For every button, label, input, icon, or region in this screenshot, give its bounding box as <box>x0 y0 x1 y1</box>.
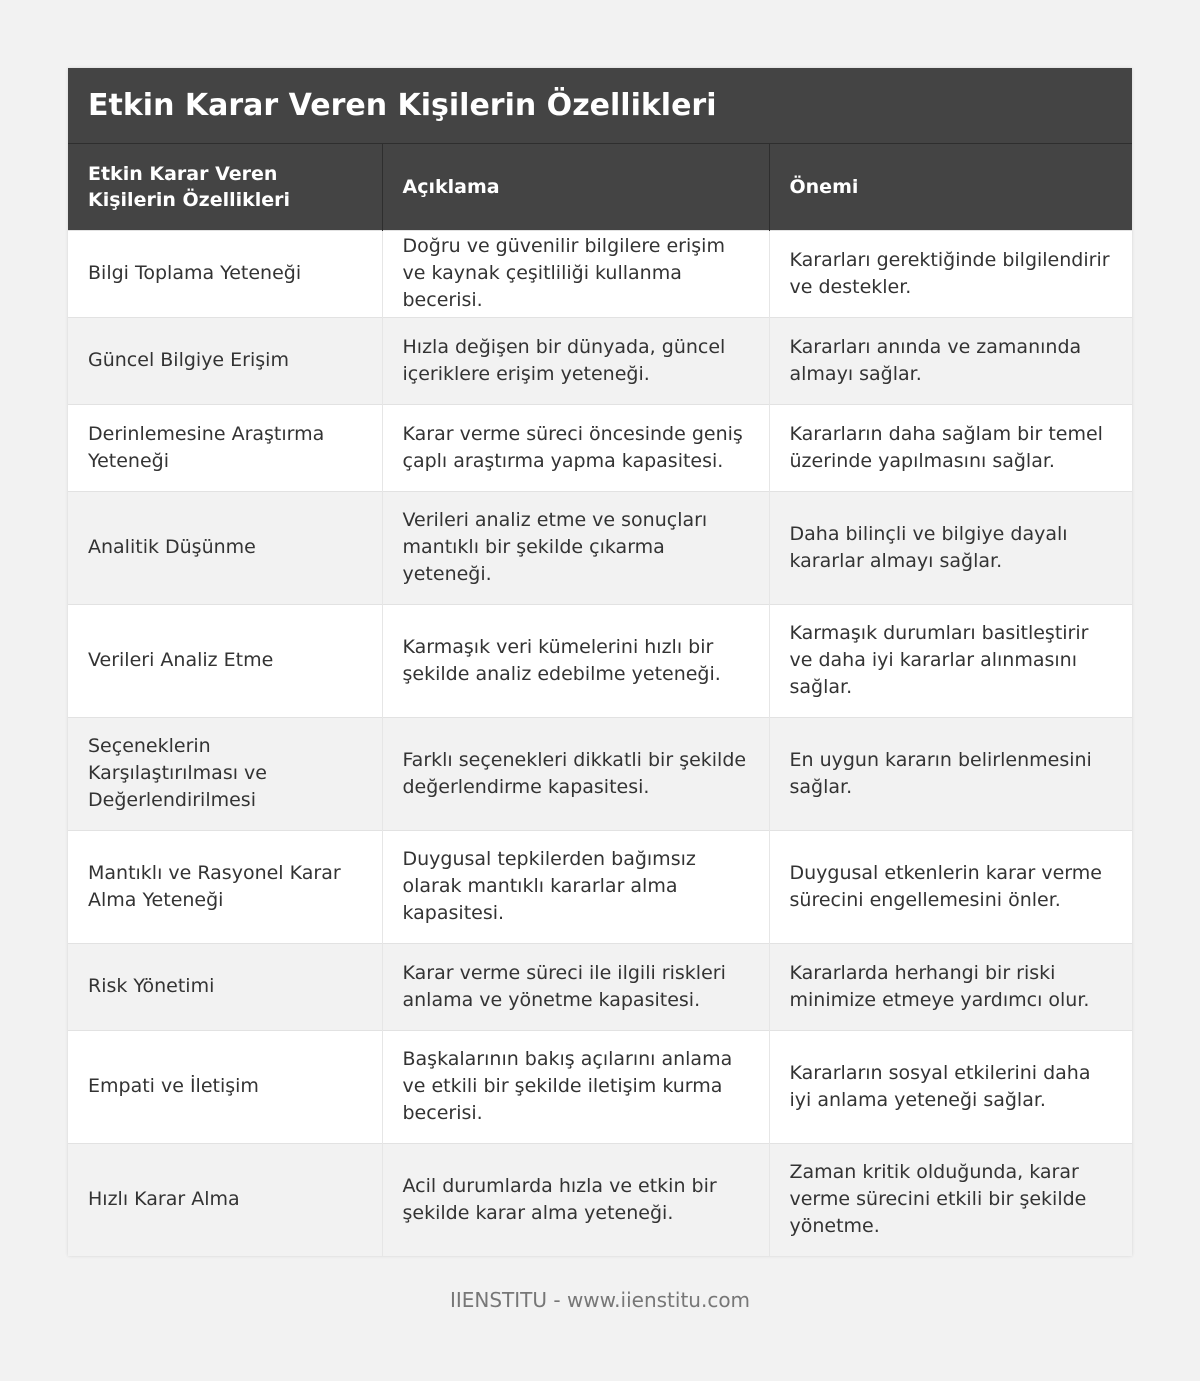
header-importance: Önemi <box>769 144 1132 230</box>
cell-description: Karar verme süreci öncesinde geniş çaplı araştırma yapma kapasitesi. <box>382 404 769 491</box>
traits-table <box>68 144 1132 1256</box>
header-description: Açıklama <box>382 144 769 230</box>
cell-description: Doğru ve güvenilir bilgilere erişim ve kaynak çeşitliliği kullanma becerisi. <box>382 230 769 317</box>
table-row <box>68 491 1132 604</box>
header-trait: Etkin Karar Veren Kişilerin Özellikleri <box>68 144 382 230</box>
cell-importance: Kararları gerektiğinde bilgilendirir ve destekler. <box>769 230 1132 317</box>
cell-description: Başkalarının bakış açılarını anlama ve etkili bir şekilde iletişim kurma becerisi. <box>382 1030 769 1143</box>
table-row <box>68 830 1132 943</box>
cell-description: Verileri analiz etme ve sonuçları mantıklı bir şekilde çıkarma yeteneği. <box>382 491 769 604</box>
cell-trait: Risk Yönetimi <box>68 943 382 1030</box>
table-row <box>68 1030 1132 1143</box>
cell-trait: Mantıklı ve Rasyonel Karar Alma Yeteneği <box>68 830 382 943</box>
table-row <box>68 317 1132 404</box>
table-row <box>68 943 1132 1030</box>
table-title: Etkin Karar Veren Kişilerin Özellikleri <box>68 68 1132 144</box>
cell-trait: Seçeneklerin Karşılaştırılması ve Değerlendirilmesi <box>68 717 382 830</box>
cell-trait: Analitik Düşünme <box>68 491 382 604</box>
cell-trait: Bilgi Toplama Yeteneği <box>68 230 382 317</box>
cell-importance: Kararlarda herhangi bir riski minimize etmeye yardımcı olur. <box>769 943 1132 1030</box>
cell-importance: Duygusal etkenlerin karar verme sürecini engellemesini önler. <box>769 830 1132 943</box>
cell-description: Karmaşık veri kümelerini hızlı bir şekilde analiz edebilme yeteneği. <box>382 604 769 717</box>
cell-trait: Güncel Bilgiye Erişim <box>68 317 382 404</box>
cell-importance: Kararların sosyal etkilerini daha iyi anlama yeteneği sağlar. <box>769 1030 1132 1143</box>
cell-description: Farklı seçenekleri dikkatli bir şekilde değerlendirme kapasitesi. <box>382 717 769 830</box>
footer-credit: IIENSTITU - www.iienstitu.com <box>449 1288 751 1312</box>
table-row <box>68 1143 1132 1256</box>
cell-trait: Derinlemesine Araştırma Yeteneği <box>68 404 382 491</box>
table-row <box>68 604 1132 717</box>
cell-trait: Hızlı Karar Alma <box>68 1143 382 1256</box>
traits-table-card <box>68 68 1132 1256</box>
cell-trait: Empati ve İletişim <box>68 1030 382 1143</box>
cell-description: Hızla değişen bir dünyada, güncel içeriklere erişim yeteneği. <box>382 317 769 404</box>
cell-importance: Kararları anında ve zamanında almayı sağlar. <box>769 317 1132 404</box>
cell-importance: Daha bilinçli ve bilgiye dayalı kararlar almayı sağlar. <box>769 491 1132 604</box>
cell-description: Acil durumlarda hızla ve etkin bir şekilde karar alma yeteneği. <box>382 1143 769 1256</box>
table-row <box>68 717 1132 830</box>
cell-trait: Verileri Analiz Etme <box>68 604 382 717</box>
cell-importance: Kararların daha sağlam bir temel üzerinde yapılmasını sağlar. <box>769 404 1132 491</box>
table-row <box>68 230 1132 317</box>
cell-importance: Zaman kritik olduğunda, karar verme sürecini etkili bir şekilde yönetme. <box>769 1143 1132 1256</box>
cell-description: Karar verme süreci ile ilgili riskleri anlama ve yönetme kapasitesi. <box>382 943 769 1030</box>
table-row <box>68 404 1132 491</box>
cell-importance: Karmaşık durumları basitleştirir ve daha iyi kararlar alınmasını sağlar. <box>769 604 1132 717</box>
cell-importance: En uygun kararın belirlenmesini sağlar. <box>769 717 1132 830</box>
table-header-row <box>68 144 1132 230</box>
cell-description: Duygusal tepkilerden bağımsız olarak mantıklı kararlar alma kapasitesi. <box>382 830 769 943</box>
